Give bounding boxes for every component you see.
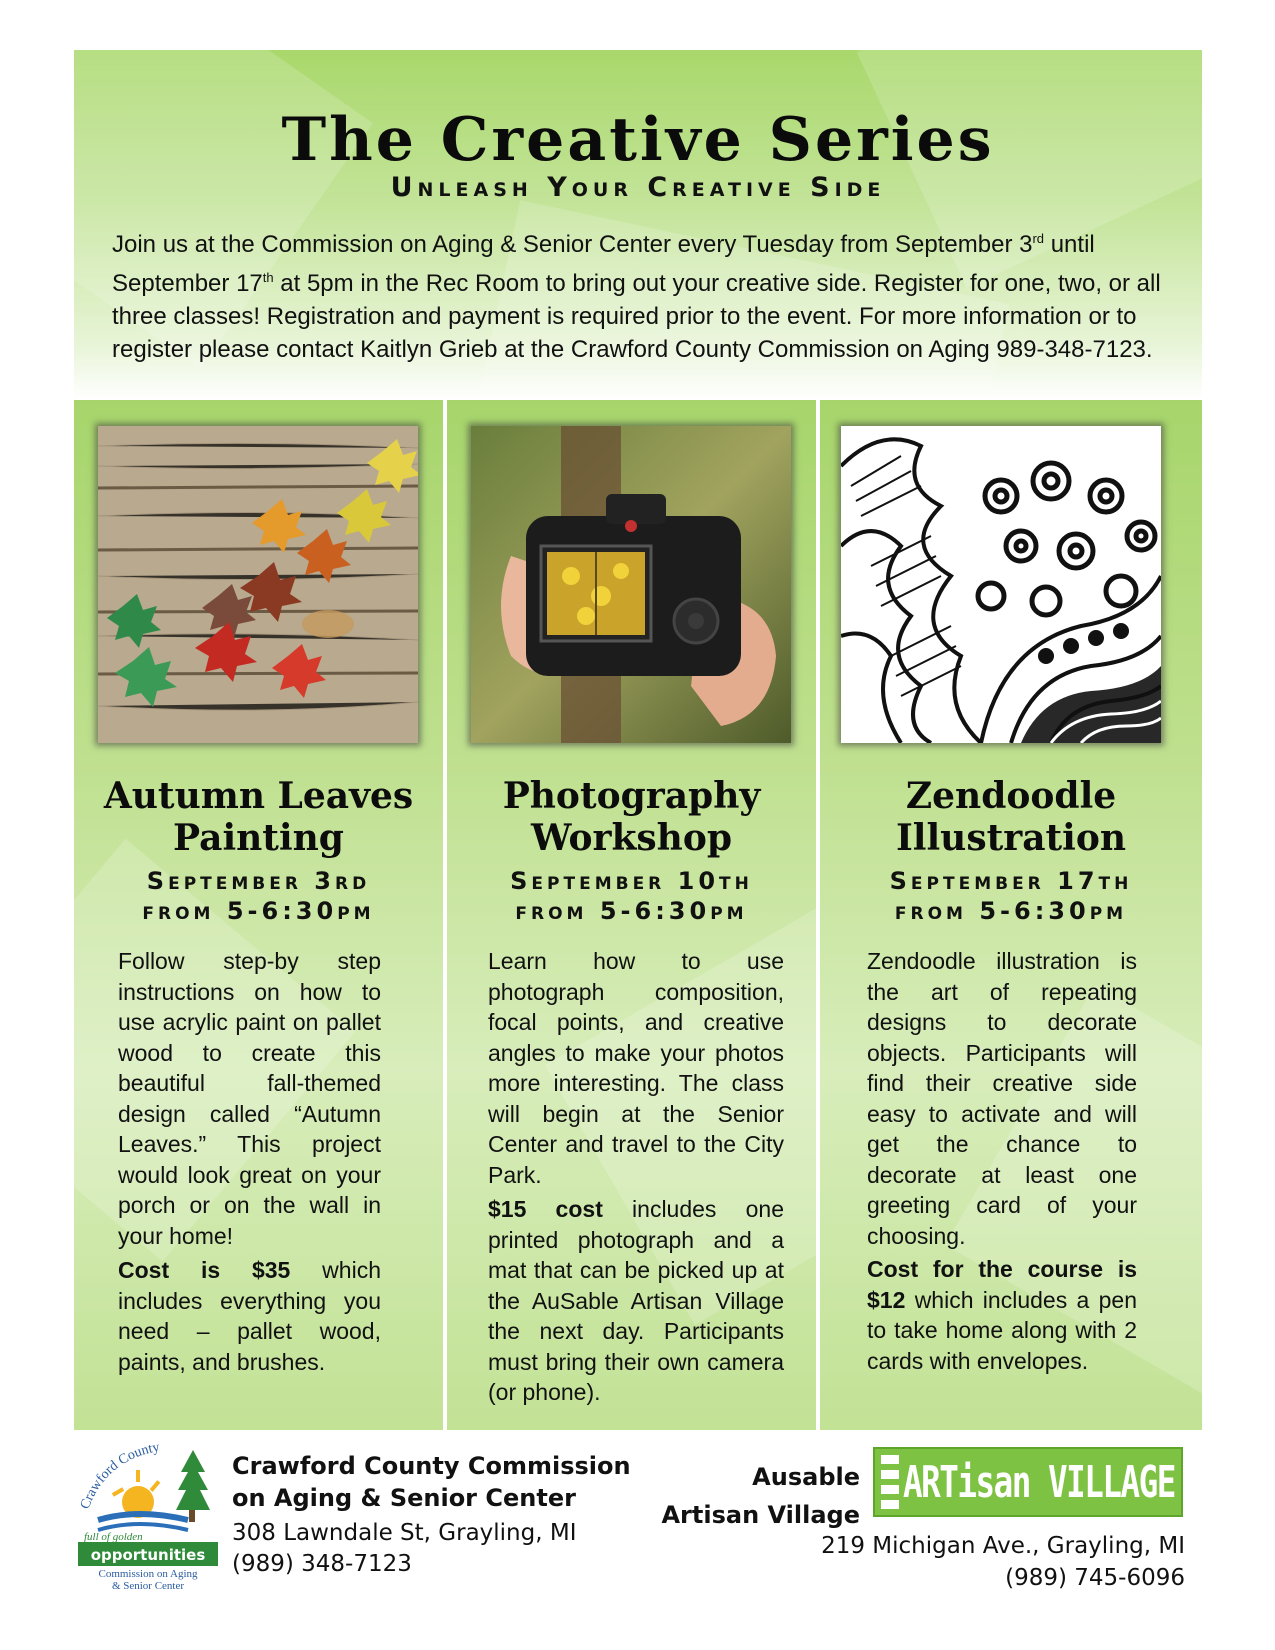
intro-text: Join us at the Commission on Aging & Senior Center every Tuesday from September 3 [112,231,1033,258]
cost-highlight: Cost for the course is $12 [867,1256,1137,1313]
cost-detail: which includes a pen to take home along with 2 cards with envelopes. [867,1286,1137,1374]
class-card-autumn-leaves [74,400,443,1430]
autumn-leaves-photo [98,426,418,743]
class-title-line: Zendoodle [905,775,1117,817]
commission-contact [232,1518,576,1580]
logo-tag: full of golden [84,1531,143,1543]
logo-bars-icon [881,1455,899,1509]
intro-text: at 5pm in the Rec Room to bring out your creative side. Register for one, two, or all three classes! Registration and payment is required prior to the event. For more information or to register please contact Kaitlyn Grieb at the Crawford County Commission on Aging 989-348-7123. [112,270,1161,363]
cost-highlight: $15 cost [488,1196,603,1222]
commission-on-aging-logo [78,1440,218,1590]
class-date [74,866,443,926]
logo-word: opportunities [90,1546,206,1564]
artisan-village-address: 219 Michigan Ave., Grayling, MI [821,1533,1185,1559]
class-title-line: Photography [502,775,761,817]
artisan-village-contact [821,1530,1185,1594]
class-title-line: Autumn Leaves [103,775,414,817]
class-description: Follow step-by step instructions on how to use acrylic paint on pallet wood to create this beautiful fall-themed design called “Autumn Leaves.” This project would look great on your porch or on the wall in your home! [118,948,381,1249]
class-title-line: Workshop [530,817,733,859]
logo-bottom-line: & Senior Center [111,1580,185,1590]
intro-superscript: th [262,270,274,285]
commission-name [232,1450,631,1514]
class-title-line: Illustration [895,817,1127,859]
header-banner [74,50,1202,400]
class-cost [867,1254,1137,1376]
camera-photo [471,426,791,743]
class-title-line: Painting [173,817,344,859]
class-title [74,775,443,859]
artisan-village-name [661,1458,860,1534]
class-title [447,775,816,859]
commission-address: 308 Lawndale St, Grayling, MI [232,1520,577,1546]
commission-name-line: Crawford County Commission [232,1452,631,1480]
artisan-village-name-line: Artisan Village [661,1501,860,1529]
cost-detail: which includes everything you need – pallet wood, paints, and brushes. [118,1257,381,1375]
cost-detail: includes one printed photograph and a mat that can be picked up at the AuSable Artisan Village the next day. Participants must bring their own camera (or phone). [488,1196,784,1405]
class-date-line: September 3rd [146,867,371,895]
artisan-village-logo [873,1447,1183,1517]
zendoodle-artwork [841,426,1161,743]
class-time-line: from 5-6:30pm [894,897,1128,925]
logo-bottom-line: Commission on Aging [98,1568,198,1580]
class-description: Zendoodle illustration is the art of repeating designs to decorate objects. Participants will find their creative side easy to activate and will get the chance to decorate at least one greeting card of your choosing. [867,948,1137,1249]
class-card-photography [447,400,816,1430]
class-card-zendoodle [820,400,1202,1430]
logo-top-text: Crawford County [78,1440,161,1512]
commission-name-line: on Aging & Senior Center [232,1484,576,1512]
cost-highlight: Cost is $35 [118,1257,291,1283]
class-date-line: September 10th [510,867,753,895]
intro-text: until September 17 [112,231,1095,297]
artisan-village-logo-text: ARTisan VILLAGE [903,1457,1175,1508]
class-date [447,866,816,926]
class-time-line: from 5-6:30pm [515,897,748,925]
footer [0,1430,1275,1650]
commission-phone: (989) 348-7123 [232,1551,412,1577]
page-title: The Creative Series [281,105,995,175]
intro-superscript: rd [1032,231,1045,246]
page-subtitle: Unleash Your Creative Side [390,172,886,203]
class-description: Learn how to use photograph composition, focal points, and creative angles to make your photos more interesting. The class will begin at the Senior Center and travel to the City Park. [488,948,784,1188]
class-cost [488,1194,784,1408]
class-date-line: September 17th [889,867,1133,895]
artisan-village-phone: (989) 745-6096 [1005,1565,1185,1591]
class-cost [118,1255,381,1377]
intro-paragraph [112,222,1167,366]
class-title [820,775,1202,859]
class-date [820,866,1202,926]
artisan-village-name-line: Ausable [752,1463,860,1491]
class-time-line: from 5-6:30pm [142,897,375,925]
